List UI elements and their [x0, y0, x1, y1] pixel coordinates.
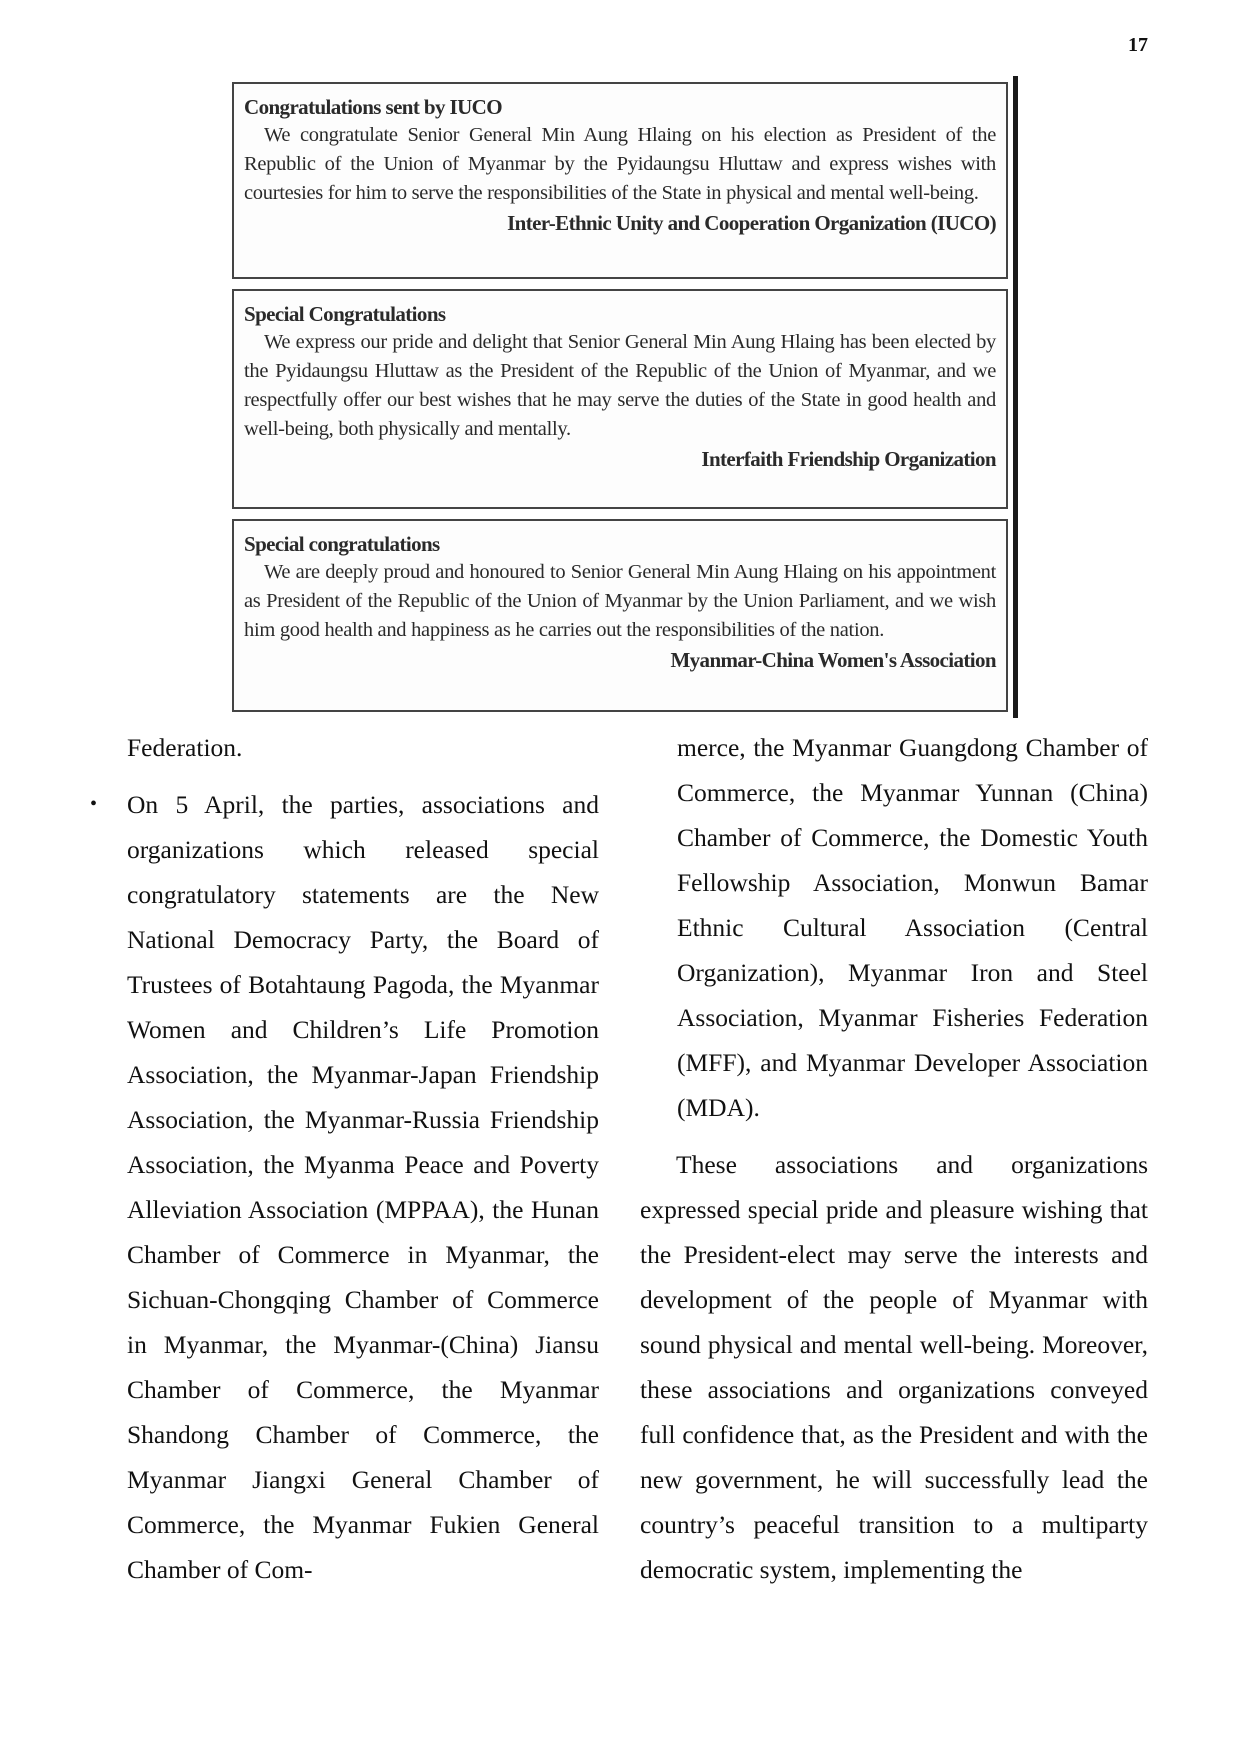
notice-body: We congratulate Senior General Min Aung Hlaing on his election as President of the Republic of the Union of Myanmar by the Pyidaungsu Hluttaw and express wishes with courtesies for him to serve the responsibilities of the State in physical and mental well-being. [244, 124, 996, 204]
bullet-text: On 5 April, the parties, associations and organizations which released special congratulatory statements are the New National Democracy Party, the Board of Trustees of Botahtaung Pagoda, the Myanmar Women and Children’s Life Promotion Association, the Myanmar-Japan Friendship Association, the Myanmar-Russia Friendship Association, the Myanma Peace and Poverty Alleviation Association (MPPAA), the Hunan Chamber of Commerce in Myanmar, the Sichuan-Chongqing Chamber of Commerce in Myanmar, the Myanmar-(China) Jiansu Chamber of Commerce, the Myanmar Shandong Chamber of Commerce, the Myanmar Jiangxi General Chamber of Commerce, the Myanmar Fukien General Chamber of Com- [127, 790, 599, 1584]
notice-signature: Inter-Ethnic Unity and Cooperation Organization (IUCO) [507, 211, 996, 235]
clipping-edge-bar [1013, 76, 1018, 718]
continuation-text: Federation. [127, 733, 243, 762]
notice-interfaith [232, 289, 1008, 509]
notice-title: Special Congratulations [244, 302, 446, 326]
body-paragraph: These associations and organizations expressed special pride and pleasure wishing that the President-elect may serve the interests and development of the people of Myanmar with sound physical and mental well-being. Moreover, these associations and organizations conveyed full confidence that, as the President and with the new government, he will successfully lead the country’s peaceful transition to a multiparty democratic system, implementing the [640, 1150, 1148, 1584]
newspaper-clipping [228, 76, 1018, 716]
notice-body: We are deeply proud and honoured to Senior General Min Aung Hlaing on his appointment as President of the Republic of the Union of Myanmar by the Union Parliament, and we wish him good health and happiness as he carries out the responsibilities of the nation. [244, 561, 996, 641]
notice-body: We express our pride and delight that Senior General Min Aung Hlaing has been elected by the Pyidaungsu Hluttaw as the President of the Republic of the Union of Myanmar, and we respectfully offer our best wishes that he may serve the duties of the State in good health and well-being, both physically and mentally. [244, 331, 996, 440]
bullet-item [90, 782, 599, 1592]
notice-title: Special congratulations [244, 532, 440, 556]
notice-iuco [232, 82, 1008, 279]
bullet-continuation: merce, the Myanmar Guangdong Chamber of Commerce, the Myanmar Yunnan (China) Chamber of Commerce, the Domestic Youth Fellowship Association, Monwun Bamar Ethnic Cultural Association (Central Organization), Myanmar Iron and Steel Association, Myanmar Fisheries Federation (MFF), and Myanmar Developer Association (MDA). [677, 733, 1148, 1122]
left-column [90, 725, 599, 1592]
page-number: 17 [1128, 34, 1148, 56]
right-column [640, 725, 1148, 1592]
bullet-icon: • [90, 793, 98, 815]
notice-signature: Myanmar-China Women's Association [670, 648, 996, 672]
notice-womens-association [232, 519, 1008, 712]
notice-signature: Interfaith Friendship Organization [701, 447, 996, 471]
notice-title: Congratulations sent by IUCO [244, 95, 502, 119]
